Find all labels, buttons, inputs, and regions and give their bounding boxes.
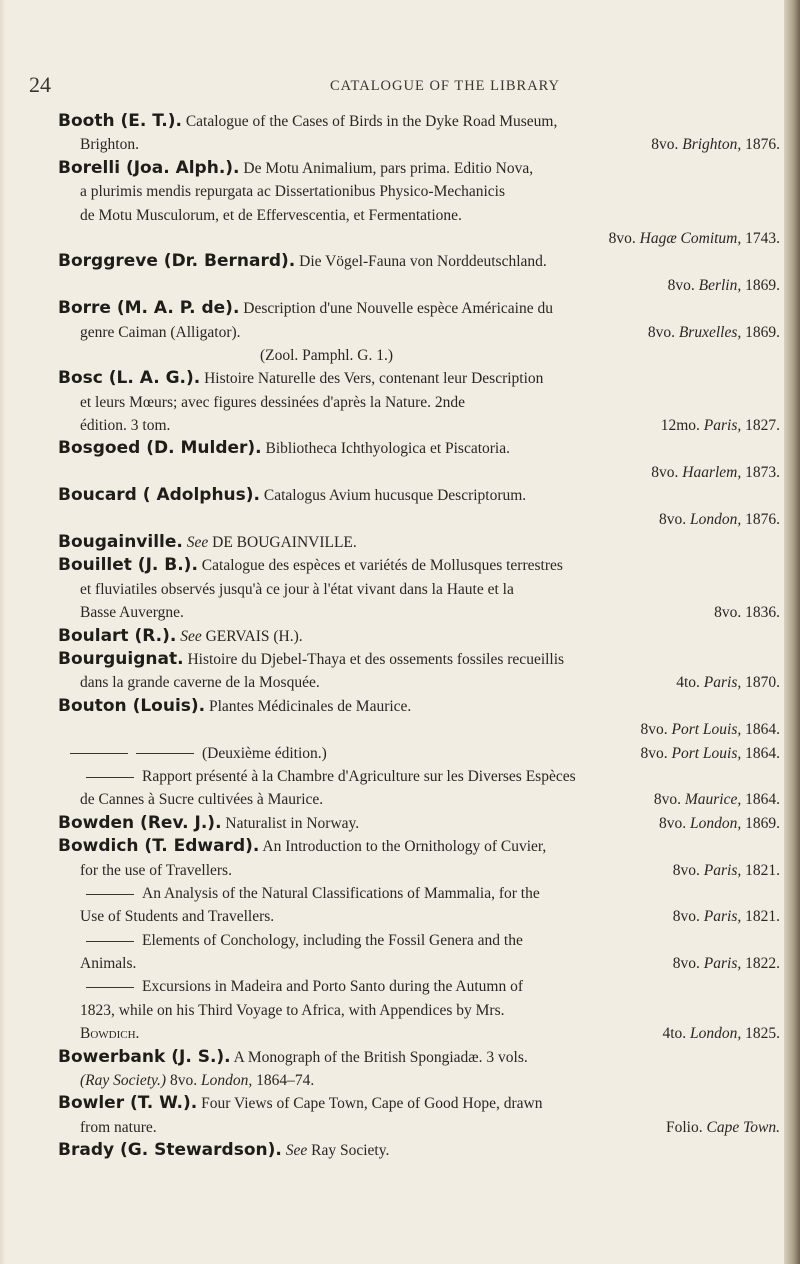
entry-imprint [662, 1022, 780, 1045]
entry-format: 8vo. [714, 604, 742, 622]
entry-format: 8vo. [608, 229, 636, 247]
entry-imprint [609, 227, 780, 250]
entry-place: Maurice, [684, 791, 742, 809]
entry-place: Hagæ Comitum, [639, 229, 742, 247]
entry-title-cont: Brighton. [80, 136, 139, 154]
entry-year: 1869. [745, 814, 780, 832]
entry-year: 1864. [745, 721, 780, 739]
entry-heading: Bowden (Rev. J.). [58, 812, 222, 833]
see-reference: See [186, 534, 209, 552]
entry-title-cont: de Motu Musculorum, et de Effervescentia, et Fermentatione. [80, 206, 462, 224]
entry-imprint [714, 601, 780, 624]
entry-bowdich [58, 835, 780, 882]
entry-format: 8vo. [651, 463, 679, 481]
page-left-edge [0, 0, 6, 1264]
running-title: CATALOGUE OF THE LIBRARY [330, 78, 561, 94]
entry-place: Brighton, [682, 136, 742, 154]
entry-imprint [661, 414, 780, 437]
page-header [0, 72, 800, 102]
entry-bougainville [58, 531, 780, 554]
entry-title-cont: for the use of Travellers. [80, 861, 232, 879]
entry-title: An Analysis of the Natural Classifications of Mammalia, for the [142, 884, 540, 902]
entry-title: Histoire du Djebel-Thaya et des ossements fossiles recueillis [187, 650, 565, 668]
entry-imprint [651, 133, 780, 156]
entry-title-cont: genre Caiman (Alligator). [80, 323, 241, 341]
entry-format: 8vo. [672, 908, 700, 926]
entry-imprint [659, 812, 780, 835]
entry-format: 8vo. [659, 510, 687, 528]
entry-format: 8vo. [653, 791, 681, 809]
entry-imprint [673, 952, 780, 975]
entry-place: London, [690, 510, 742, 528]
entry-title-cont: édition. 3 tom. [80, 417, 171, 435]
entry-place: Berlin, [698, 276, 742, 294]
entry-heading: Bowdich (T. Edward). [58, 836, 260, 857]
entry-title: Four Views of Cape Town, Cape of Good Hope, drawn [201, 1095, 543, 1113]
entry-imprint [676, 671, 780, 694]
entry-boucard [58, 484, 780, 531]
see-reference: See [180, 627, 202, 645]
entry-title: An Introduction to the Ornithology of Cuvier, [262, 838, 547, 856]
entry-format: 12mo. [660, 417, 700, 435]
page-number: 24 [29, 72, 51, 97]
entry-place: Paris, [703, 861, 742, 879]
entry-title-cont: et fluviatiles observés jusqu'à ce jour à l'état vivant dans la Haute et la [80, 580, 514, 598]
entry-imprint [673, 859, 780, 882]
entry-format: 8vo. [672, 955, 700, 973]
entry-place: Paris, [703, 674, 742, 692]
entry-brady [58, 1139, 780, 1162]
entry-place: London, [690, 1025, 742, 1043]
entry-year: 1822. [745, 955, 780, 973]
entry-title: Catalogus Avium hucusque Descriptorum. [263, 487, 527, 505]
entry-title: De Motu Animalium, pars prima. Editio Nova, [243, 159, 534, 177]
entry-title-cont: Use of Students and Travellers. [80, 908, 275, 926]
ditto-dash [70, 753, 128, 754]
entry-title-cont: a plurimis mendis repurgata ac Dissertationibus Physico-Mechanicis [80, 183, 506, 201]
entry-title: Catalogue of the Cases of Birds in the Dyke Road Museum, [185, 113, 558, 130]
entry-heading: Bougainville. [58, 532, 183, 553]
entry-bowden [58, 812, 780, 835]
catalogue-entries [58, 110, 780, 1163]
entry-year: 1864. [745, 744, 780, 762]
entry-imprint [666, 1116, 780, 1139]
entry-year: 1836. [745, 604, 780, 622]
entry-year: 1825. [745, 1025, 780, 1043]
entry-heading: Booth (E. T.). [58, 111, 182, 131]
entry-title: Rapport présenté à la Chambre d'Agriculture sur les Diverses Espèces [142, 767, 576, 785]
entry-heading: Borre (M. A. P. de). [58, 298, 240, 319]
entry-series: (Ray Society.) [80, 1072, 167, 1090]
entry-year: 1870. [745, 674, 780, 692]
cross-reference: DE BOUGAINVILLE. [212, 534, 357, 552]
entry-year: 1876. [745, 136, 780, 154]
entry-title: Catalogue des espèces et variétés de Mollusques terrestres [201, 557, 563, 575]
entry-bowdich-excursions [58, 975, 780, 1045]
entry-format: 4to. [662, 1025, 687, 1043]
entry-year: 1827. [745, 417, 780, 435]
entry-heading: Boucard ( Adolphus). [58, 485, 260, 506]
ditto-dash [86, 987, 134, 988]
entry-bouton [58, 695, 780, 742]
entry-heading: Bowerbank (J. S.). [58, 1046, 231, 1067]
entry-year: 1864. [745, 791, 780, 809]
entry-heading: Bowler (T. W.). [58, 1093, 198, 1114]
entry-title-cont: Bowdich. [80, 1025, 140, 1043]
entry-imprint [673, 905, 780, 928]
entry-bosgoed [58, 437, 780, 484]
entry-heading: Boulart (R.). [58, 625, 177, 646]
entry-imprint [651, 461, 780, 484]
ditto-dash [86, 941, 134, 942]
entry-imprint [640, 742, 780, 765]
entry-place: London, [200, 1072, 253, 1090]
entry-title: Description d'une Nouvelle espèce Américaine du [243, 300, 553, 318]
entry-place: London, [690, 814, 742, 832]
entry-format: Folio. [666, 1118, 703, 1136]
entry-title: Die Vögel-Fauna von Norddeutschland. [299, 253, 547, 271]
entry-boulart [58, 625, 780, 648]
entry-bouton-second-edition [58, 742, 780, 765]
entry-format: 8vo. [672, 861, 700, 879]
entry-heading: Borggreve (Dr. Bernard). [58, 251, 296, 272]
page-binding-edge [784, 0, 800, 1264]
entry-heading: Borelli (Joa. Alph.). [58, 157, 240, 178]
entry-place: Port Louis, [671, 721, 742, 739]
entry-bowler [58, 1092, 780, 1139]
cross-reference: Ray Society. [311, 1142, 390, 1160]
see-reference: See [285, 1142, 308, 1160]
entry-borelli [58, 157, 780, 251]
entry-bourguignat [58, 648, 780, 695]
entry-place: Bruxelles, [678, 323, 742, 341]
entry-format: 8vo. [651, 136, 679, 154]
entry-title: Excursions in Madeira and Porto Santo during the Autumn of [142, 978, 523, 996]
entry-borre [58, 297, 780, 367]
entry-bouton-rapport [58, 765, 780, 812]
entry-year: 1876. [745, 510, 780, 528]
entry-imprint [654, 788, 780, 811]
entry-title-cont: et leurs Mœurs; avec figures dessinées d'après la Nature. 2nde [80, 393, 465, 411]
entry-heading: Bosgoed (D. Mulder). [58, 438, 262, 459]
entry-title: A Monograph of the British Spongiadæ. 3 vols. [233, 1048, 528, 1066]
entry-imprint [640, 718, 780, 741]
entry-format: 8vo. [640, 721, 668, 739]
cross-reference: GERVAIS (H.). [205, 627, 303, 645]
entry-heading: Bouton (Louis). [58, 695, 206, 716]
entry-bouillet [58, 554, 780, 624]
entry-imprint [668, 274, 780, 297]
entry-year: 1873. [745, 463, 780, 481]
entry-title: Bibliotheca Ichthyologica et Piscatoria. [265, 440, 510, 458]
ditto-dash [86, 777, 134, 778]
entry-title-cont: Basse Auvergne. [80, 604, 184, 622]
entry-heading: Brady (G. Stewardson). [58, 1140, 282, 1161]
entry-format: 8vo. [659, 814, 687, 832]
entry-format: 8vo. [667, 276, 695, 294]
entry-booth [58, 110, 780, 157]
entry-imprint [648, 321, 780, 344]
entry-title-cont: from nature. [80, 1118, 157, 1136]
entry-title: Plantes Médicinales de Maurice. [209, 697, 412, 715]
entry-imprint [659, 508, 780, 531]
entry-heading: Bosc (L. A. G.). [58, 368, 201, 389]
entry-year: 1743. [745, 229, 780, 247]
entry-year: 1869. [745, 323, 780, 341]
entry-format: 4to. [676, 674, 700, 692]
entry-title-cont: 1823, while on his Third Voyage to Africa, with Appendices by Mrs. [80, 1001, 505, 1019]
entry-title-cont: Animals. [80, 955, 137, 973]
entry-title: Naturalist in Norway. [225, 814, 360, 832]
entry-bosc [58, 367, 780, 437]
entry-format: 8vo. [169, 1072, 198, 1090]
entry-year: 1869. [745, 276, 780, 294]
entry-title-cont: de Cannes à Sucre cultivées à Maurice. [80, 791, 324, 809]
ditto-dash [86, 894, 134, 895]
entry-place: Port Louis, [671, 744, 742, 762]
entry-year: 1864–74. [256, 1072, 315, 1090]
entry-format: 8vo. [640, 744, 668, 762]
entry-place: Cape Town. [706, 1118, 780, 1136]
entry-title-cont: dans la grande caverne de la Mosquée. [80, 674, 320, 692]
entry-borggreve [58, 250, 780, 297]
entry-year: 1821. [745, 908, 780, 926]
entry-place: Haarlem, [682, 463, 742, 481]
entry-place: Paris, [703, 955, 742, 973]
entry-format: 8vo. [647, 323, 675, 341]
ditto-dash [136, 753, 194, 754]
entry-heading: Bouillet (J. B.). [58, 555, 198, 576]
entry-title: Elements of Conchology, including the Fossil Genera and the [142, 931, 523, 949]
entry-title: (Deuxième édition.) [202, 744, 327, 762]
entry-heading: Bourguignat. [58, 648, 184, 669]
entry-bowerbank [58, 1046, 780, 1093]
entry-place: Paris, [703, 908, 742, 926]
entry-year: 1821. [745, 861, 780, 879]
entry-note: (Zool. Pamphl. G. 1.) [260, 346, 394, 364]
entry-bowdich-conchology [58, 929, 780, 976]
entry-bowdich-analysis [58, 882, 780, 929]
entry-place: Paris, [703, 417, 742, 435]
entry-title: Histoire Naturelle des Vers, contenant leur Description [204, 370, 544, 388]
